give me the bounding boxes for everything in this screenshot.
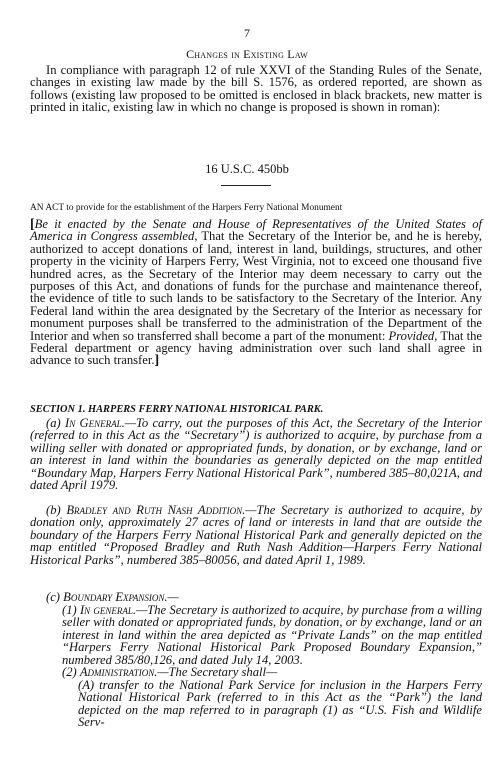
subsection-b <box>30 504 482 566</box>
subsection-b-heading: Bradley and Ruth Nash Addition. <box>66 503 246 517</box>
section-heading-changes-in-existing-law: Changes in Existing Law <box>186 47 308 61</box>
subsection-c <box>46 591 482 603</box>
paragraph-c-1-heading: In general. <box>79 603 137 617</box>
subparagraph-c-2-a <box>78 679 482 729</box>
subsection-c-label: (c) <box>46 590 64 604</box>
section-1-heading: SECTION 1. HARPERS FERRY NATIONAL HISTORICAL PARK. <box>30 404 324 415</box>
subsection-c-dash: — <box>167 590 179 604</box>
paragraph-c-2-label: (2) <box>62 665 80 679</box>
enacting-clause <box>30 218 482 367</box>
subsection-a-label: (a) <box>46 416 66 430</box>
paragraph-c-2-text: —The Secretary shall— <box>157 665 278 679</box>
paragraph-c-1-label: (1) <box>62 603 80 617</box>
page-number: 7 <box>244 26 250 40</box>
paragraph-c-1 <box>62 604 482 666</box>
subparagraph-a-text: transfer to the National Park Service for inclusion in the Harpers Ferry National Historical Park (referred to in this Act as the “Park”) the land depicted on the map referred to in paragraph (1) as “U.S. Fish and Wildlife Serv- <box>78 678 482 730</box>
act-title: AN ACT to provide for the establishment of the Harpers Ferry National Monument <box>30 203 343 213</box>
subsection-c-heading: Boundary Expansion. <box>63 590 168 604</box>
close-bracket-icon: ] <box>154 353 160 369</box>
enacting-body-text: That the Secretary of the Interior be, and he is hereby, authorized to accept donations of land, interest in land, buildings, structures, and other property in the vicinity of Harpers Ferry, West Virginia, not to exceed one thousand five hundred acres, as the Secretary of the Interior may deem necessary to carry out the purposes of this Act, and donations of funds for the purchase and maintenance thereof, the evidence of title to such lands to be satisfactory to the Secretary of the Interior. Any Federal land within the area designated by the Secretary of the Interior as necessary for monument purposes shall be transferred to the administration of the Department of the Interior and when so transferred shall become a part of the monument: <box>30 229 482 343</box>
open-bracket-icon: [ <box>30 217 35 232</box>
paragraph-c-2-heading: Administration. <box>79 665 158 679</box>
statute-citation: 16 U.S.C. 450bb <box>205 162 289 176</box>
enacting-formula: Be it enacted by the Senate and House of Representatives of the United States of America in Congress assembled, <box>30 217 482 244</box>
subsection-b-label: (b) <box>46 503 67 517</box>
subsection-a-heading: In General. <box>65 416 125 430</box>
subparagraph-a-label: (A) <box>78 678 100 692</box>
provided-word: Provided, <box>388 328 438 343</box>
horizontal-rule <box>221 185 271 186</box>
subsection-a <box>30 417 482 491</box>
provided-text: That the Federal department or agency having administration over such land shall agree in advance to such transfer. <box>30 328 482 368</box>
paragraph-c-1-text: —The Secretary is authorized to acquire, by purchase from a willing seller with donated or appropriated funds, by donation, or by exchange, land or an interest in land within the area depicted as “Private Lands” on the map entitled “Harpers Ferry National Historical Park Proposed Boundary Expansion,” numbered 385/80,126, and dated July 14, 2003. <box>62 603 482 667</box>
subsection-b-text: —The Secretary is authorized to acquire, by donation only, approximately 27 acres of land or interests in land that are outside the boundary of the Harpers Ferry National Historical Park and generally depicted on the map entitled “Proposed Bradley and Ruth Nash Addition—Harpers Ferry National Historical Parks”, numbered 385–80056, and dated April 1, 1989. <box>30 503 483 567</box>
paragraph-c-2 <box>62 666 482 678</box>
intro-paragraph: In compliance with paragraph 12 of rule XXVI of the Standing Rules of the Senate, changes in existing law made by the bill S. 1576, as ordered reported, are shown as follows (existing law proposed to be omitted is enclosed in black brackets, new matter is printed in italic, existing law in which no change is proposed is shown in roman): <box>30 63 482 115</box>
subsection-a-text: —To carry, out the purposes of this Act, the Secretary of the Interior (referred to in this Act as the “Secretary”) is authorized to acquire, by purchase from a willing seller with donated or appropriated funds, by donation, or by exchange, land or an interest in land within the boundaries as generally depicted on the map entitled “Boundary Map, Harpers Ferry National Historical Park”, numbered 385–80,021A, and dated April 1979. <box>30 416 482 493</box>
